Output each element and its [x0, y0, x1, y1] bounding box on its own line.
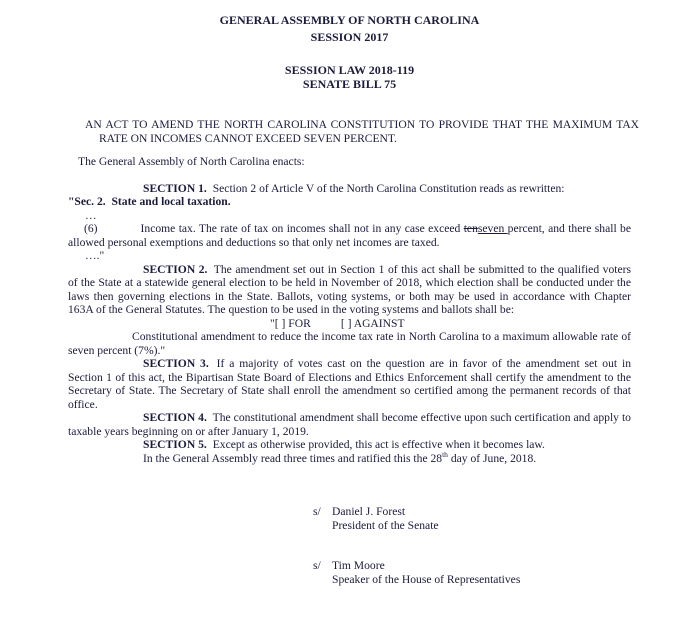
signatory-name: Tim Moore: [332, 559, 385, 572]
signature-block-house: [313, 559, 631, 586]
section-5-label: SECTION 5.: [143, 438, 207, 451]
enacting-clause: The General Assembly of North Carolina enacts:: [78, 155, 305, 168]
section-4-label: SECTION 4.: [143, 411, 207, 424]
signature-row: [313, 559, 631, 573]
session-year: SESSION 2017: [310, 30, 389, 44]
ballot-against-label: [ ] AGAINST: [340, 316, 405, 330]
deleted-text: ten: [463, 222, 478, 235]
section-1-label: SECTION 1.: [143, 181, 207, 195]
signature-row: [313, 505, 631, 519]
session-law-number: SESSION LAW 2018-119: [284, 63, 415, 77]
signature-mark: s/: [313, 559, 321, 572]
omitted-text-ellipsis-bottom: ….": [85, 249, 105, 262]
ordinal-superscript: th: [442, 449, 448, 459]
signatory-title: President of the Senate: [332, 518, 439, 532]
ratification-line: [68, 449, 631, 466]
subdivision-text-after: percent, and there shall be allowed personal exemptions and deductions so that only net incomes are taxed.: [68, 222, 632, 249]
section-1-paragraph: [68, 182, 631, 196]
section-3-label: SECTION 3.: [143, 357, 209, 370]
subdivision-6-paragraph: [68, 222, 631, 249]
section-1-text: Section 2 of Article V of the North Carolina Constitution reads as rewritten:: [212, 181, 565, 195]
omitted-text-ellipsis-top: …: [85, 208, 97, 222]
subdivision-text-before: Income tax. The rate of tax on incomes shall not in any case exceed: [140, 222, 464, 235]
section-2-paragraph: [68, 263, 631, 317]
section-3-paragraph: [68, 357, 631, 411]
signature-block-senate: [313, 505, 631, 532]
act-title: AN ACT TO AMEND THE NORTH CAROLINA CONSTITUTION TO PROVIDE THAT THE MAXIMUM TAX RATE ON INCOMES CANNOT EXCEED SEVEN PERCENT.: [85, 118, 639, 145]
signatory-title: Speaker of the House of Representatives: [332, 572, 521, 586]
signatory-name: Daniel J. Forest: [332, 505, 406, 518]
signature-mark: s/: [313, 505, 321, 518]
section-4-paragraph: [68, 411, 631, 438]
inserted-text: seven: [477, 222, 508, 235]
section-2-text: The amendment set out in Section 1 of this act shall be submitted to the qualified voters of the State at a statewide general election to be held in November of 2018, which election shall be conducted under the laws then governing elections in the State. Ballots, voting systems, or both may be used in accordance with Chapter 163A of the General Statutes. The question to be used in the voting systems and ballots shall be:: [68, 262, 631, 316]
document-header: [68, 0, 631, 91]
ballot-question-paragraph: Constitutional amendment to reduce the income tax rate in North Carolina to a maximum allowable rate of seven percent (7%).": [68, 330, 631, 357]
ballot-for-label: "[ ] FOR: [270, 316, 311, 330]
subdivision-number: (6): [84, 222, 98, 235]
bill-number: SENATE BILL 75: [302, 77, 397, 91]
ratification-text-tail: day of June, 2018.: [447, 451, 537, 465]
section-4-text: The constitutional amendment shall become effective upon such certification and apply to taxable years beginning on or after January 1, 2019.: [68, 411, 631, 438]
section-3-text: If a majority of votes cast on the question are in favor of the amendment set out in Section 1 of this act, the Bipartisan State Board of Elections and Ethics Enforcement shall certify the amendment to the Secretary of State. The Secretary of State shall enroll the amendment so certified among the permanent records of that office.: [68, 357, 631, 411]
section-2-label: SECTION 2.: [143, 262, 208, 276]
section-5-text: Except as otherwise provided, this act is effective when it becomes law.: [212, 438, 545, 451]
ballot-choices-line: [270, 317, 631, 331]
assembly-title: GENERAL ASSEMBLY OF NORTH CAROLINA: [219, 13, 480, 27]
section-5-paragraph: [68, 438, 631, 452]
ratification-text-lead: In the General Assembly read three times and ratified this the 28: [143, 451, 443, 465]
quoted-statute-heading: "Sec. 2. State and local taxation.: [68, 195, 231, 208]
